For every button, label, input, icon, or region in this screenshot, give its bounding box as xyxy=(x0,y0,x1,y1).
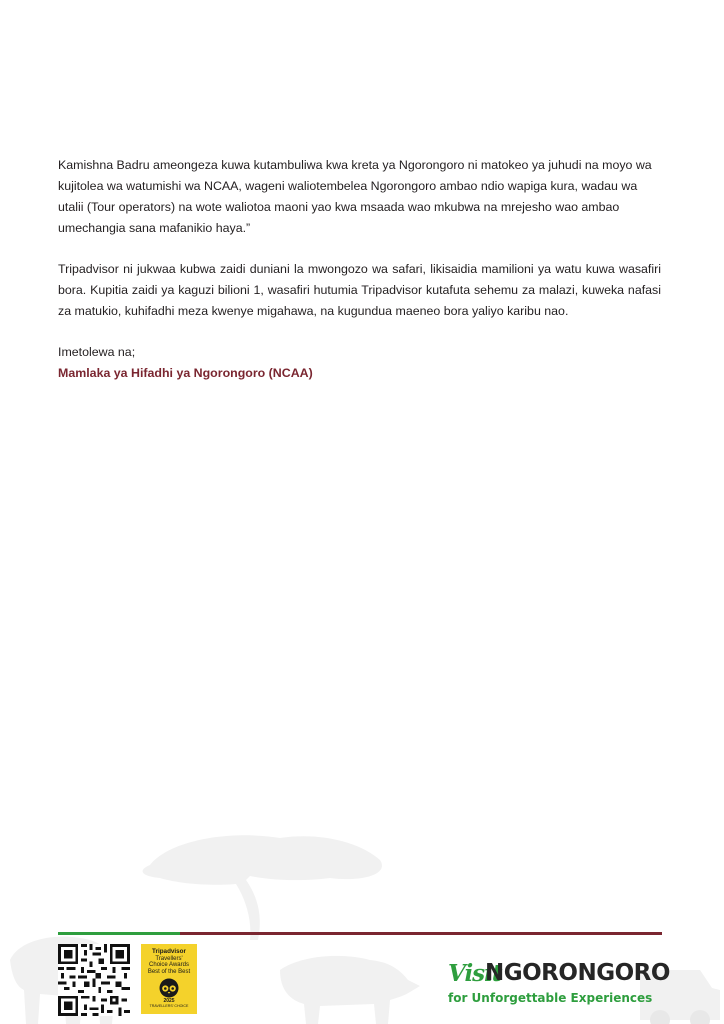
brand-ngorongoro: NGORONGORO xyxy=(485,960,670,986)
tripadvisor-owl-icon xyxy=(159,978,179,998)
brand-tagline: for Unforgettable Experiences xyxy=(448,991,653,1005)
badge-foot: TRAVELLERS' CHOICE xyxy=(149,1004,189,1008)
divider-green-segment xyxy=(58,932,180,935)
paragraph-commissioner-quote: Kamishna Badru ameongeza kuwa kutambuliwa kwa kreta ya Ngorongoro ni matokeo ya juhudi na moyo wa kujitolea wa watumishi wa NCAA, wageni waliotembelea Ngorongoro ambao ndio wapiga kura, wadau wa utalii (Tour operators) na wote waliotoa maoni yao kwa msaada wao mkubwa na mrejesho wao ambao umechangia sana mafanikio haya.” xyxy=(58,158,652,235)
rhino-silhouette xyxy=(280,956,420,1024)
document-body xyxy=(58,155,661,384)
acacia-tree-silhouette xyxy=(143,835,382,940)
issuer-name: Mamlaka ya Hifadhi ya Ngorongoro (NCAA) xyxy=(58,366,313,380)
badge-brand: Tripadvisor xyxy=(152,948,186,955)
paragraph-tripadvisor-about: Tripadvisor ni jukwaa kubwa zaidi duniani la mwongozo wa safari, likisaidia mamilioni ya watu kuwa wasafiri bora. Kupitia zaidi ya kaguzi bilioni 1, wasafiri hutumia Tripadvisor kutafuta sehemu za malazi, kuweka nafasi za matukio, kuhifadhi meza kwenye migahawa, na kugundua maeneo bora yaliyo karibu nao. xyxy=(58,262,661,318)
brand-visit: Visit xyxy=(448,960,502,987)
closing-line: Imetolewa na; xyxy=(58,345,136,359)
tripadvisor-award-badge xyxy=(141,944,197,1014)
badge-line-travellers: Travellers' xyxy=(155,955,183,962)
footer-divider xyxy=(58,932,662,935)
divider-maroon-segment xyxy=(180,932,662,935)
visit-ngorongoro-logo xyxy=(440,958,670,1010)
badge-year: 2025 xyxy=(163,998,175,1004)
badge-line-best-of-best: Best of the Best xyxy=(147,968,191,975)
qr-code[interactable] xyxy=(58,944,130,1016)
badge-line-choice-awards: Choice Awards xyxy=(149,962,189,968)
